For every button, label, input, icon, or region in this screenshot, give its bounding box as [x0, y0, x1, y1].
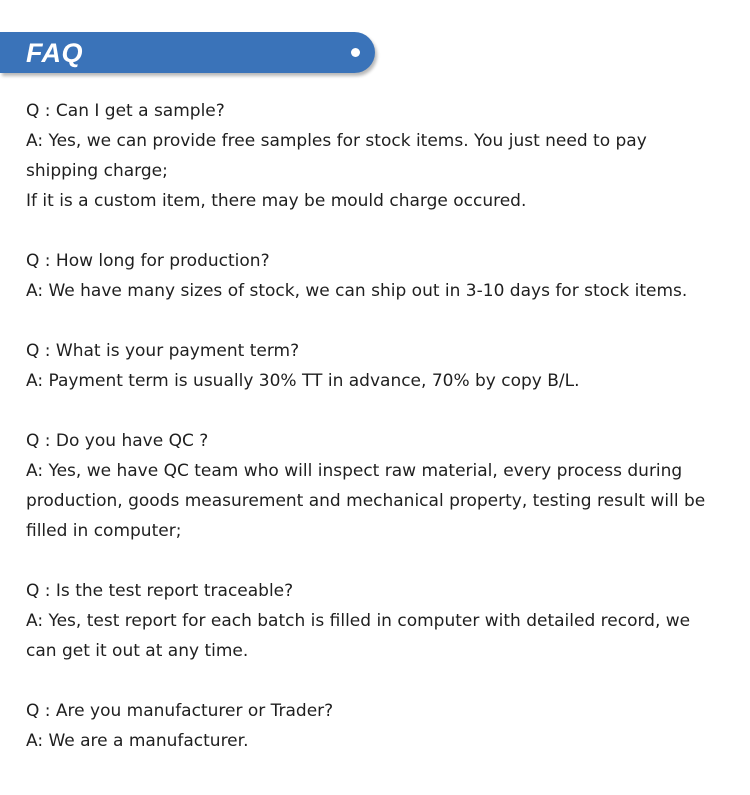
- faq-question: Q : What is your payment term?: [26, 341, 300, 361]
- faq-item-production: [26, 246, 726, 306]
- faq-answer-line: A: Yes, we have QC team who will inspect raw material, every process during: [26, 461, 683, 481]
- faq-item-manufacturer: [26, 696, 726, 756]
- faq-answer-line: A: Payment term is usually 30% TT in advance, 70% by copy B/L.: [26, 371, 580, 391]
- faq-answer-line: A: We are a manufacturer.: [26, 731, 249, 751]
- faq-item-test-report: [26, 576, 726, 666]
- faq-question: Q : How long for production?: [26, 251, 270, 271]
- faq-answer-line: shipping charge;: [26, 161, 168, 181]
- faq-answer-line: filled in computer;: [26, 521, 182, 541]
- faq-item-sample: [26, 96, 726, 216]
- faq-header-banner: [0, 32, 375, 73]
- faq-list: [26, 96, 726, 786]
- faq-question: Q : Do you have QC ?: [26, 431, 209, 451]
- faq-item-payment: [26, 336, 726, 396]
- faq-title: FAQ: [26, 38, 84, 68]
- faq-answer-line: If it is a custom item, there may be mould charge occured.: [26, 191, 527, 211]
- faq-item-qc: [26, 426, 726, 546]
- decorative-dot-icon: [351, 48, 360, 57]
- faq-question: Q : Can I get a sample?: [26, 101, 225, 121]
- faq-question: Q : Is the test report traceable?: [26, 581, 294, 601]
- faq-answer-line: A: We have many sizes of stock, we can ship out in 3-10 days for stock items.: [26, 281, 688, 301]
- faq-answer-line: A: Yes, we can provide free samples for stock items. You just need to pay: [26, 131, 647, 151]
- faq-answer-line: production, goods measurement and mechanical property, testing result will be: [26, 491, 706, 511]
- faq-question: Q : Are you manufacturer or Trader?: [26, 701, 334, 721]
- faq-answer-line: can get it out at any time.: [26, 641, 249, 661]
- faq-answer-line: A: Yes, test report for each batch is filled in computer with detailed record, we: [26, 611, 691, 631]
